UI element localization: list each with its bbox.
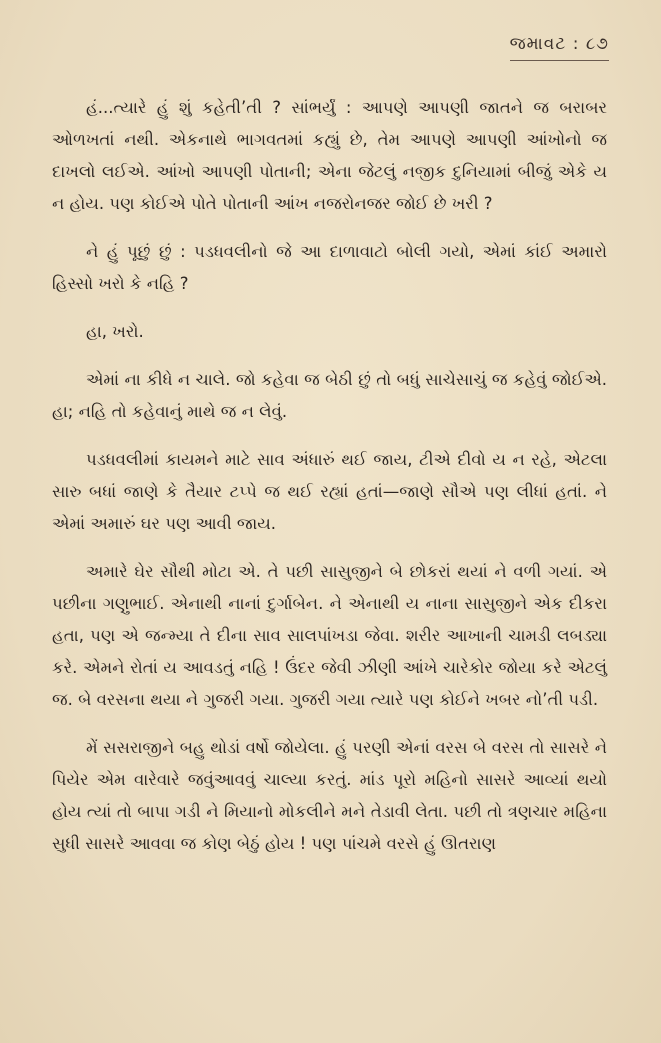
paragraph-2: ને હું પૂછું છું : પડધવલીનો જે આ દાળાવાટો બોલી ગયો, એમાં કાંઈ અમારો હિસ્સો ખરો કે નહિ ?	[52, 242, 607, 293]
paragraph-1: હં...ત્યારે હું શું કહેતી’તી ? સાંભર્યું : આપણે આપણી જાતને જ બરાબર ઓળખતાં નથી. એકનાથે ભાગવતમાં કહ્યું છે, તેમ આપણે આપણી આંખોનો જ દાખલો લઈએ. આંખો આપણી પોતાની; એના જેટલું નજીક દુનિયામાં બીજું એકે ય ન હોય. પણ કોઈએ પોતે પોતાની આંખ નજરોનજર જોઈ છે ખરી ?	[52, 98, 607, 213]
paragraph-5: પડધવલીમાં કાયમને માટે સાવ અંધારું થઈ જાય, ટીએ દીવો ય ન રહે, એટલા સારુ બધાં જાણે કે તૈયાર ટપ્પે જ થઈ રહ્યાં હતાં—જાણે સૌએ પણ લીધાં હતાં. ને એમાં અમારું ઘર પણ આવી જાય.	[52, 450, 607, 533]
running-title: જમાવટ : ૮૭	[509, 34, 609, 54]
running-header	[510, 34, 609, 61]
paragraph-7: મેં સસરાજીને બહુ થોડાં વર્ષો જોયેલા. હું પરણી એનાં વરસ બે વરસ તો સાસરે ને પિયેર એમ વારેવારે જવુંઆવવું ચાલ્યા કરતું. માંડ પૂરો મહિનો સાસરે આવ્યાં થયો હોય ત્યાં તો બાપા ગડી ને મિયાનો મોકલીને મને તેડાવી લેતા. પછી તો ત્રણચાર મહિના સુધી સાસરે આવવા જ કોણ બેઠું હોય ! પણ પાંચમે વરસે હું ઊતરાણ	[52, 738, 607, 853]
paragraph-6: અમારે ઘેર સૌથી મોટા એ. તે પછી સાસુજીને બે છોકરાં થયાં ને વળી ગયાં. એ પછીના ગણુભાઈ. એનાથી નાનાં દુર્ગાબેન. ને એનાથી ય નાના સાસુજીને એક દીકરા હતા, પણ એ જન્મ્યા તે દીના સાવ સાલપાંખડા જેવા. શરીર આખાની ચામડી લબડ્યા કરે. એમને રોતાં ય આવડતું નહિ ! ઉંદર જેવી ઝીણી આંખે ચારેકોર જોયા કરે એટલું જ. બે વરસના થયા ને ગુજરી ગયા. ગુજરી ગયા ત્યારે પણ કોઈને ખબર નો’તી પડી.	[52, 562, 607, 709]
header-underline	[510, 60, 609, 61]
paragraph-3: હા, ખરો.	[86, 322, 144, 341]
page-body	[52, 92, 607, 876]
paragraph-4: એમાં ના કીધે ન ચાલે. જો કહેવા જ બેઠી છું તો બધું સાચેસાચું જ કહેવું જોઈએ. હા; નહિ તો કહેવાનું માથે જ ન લેવું.	[52, 370, 607, 421]
